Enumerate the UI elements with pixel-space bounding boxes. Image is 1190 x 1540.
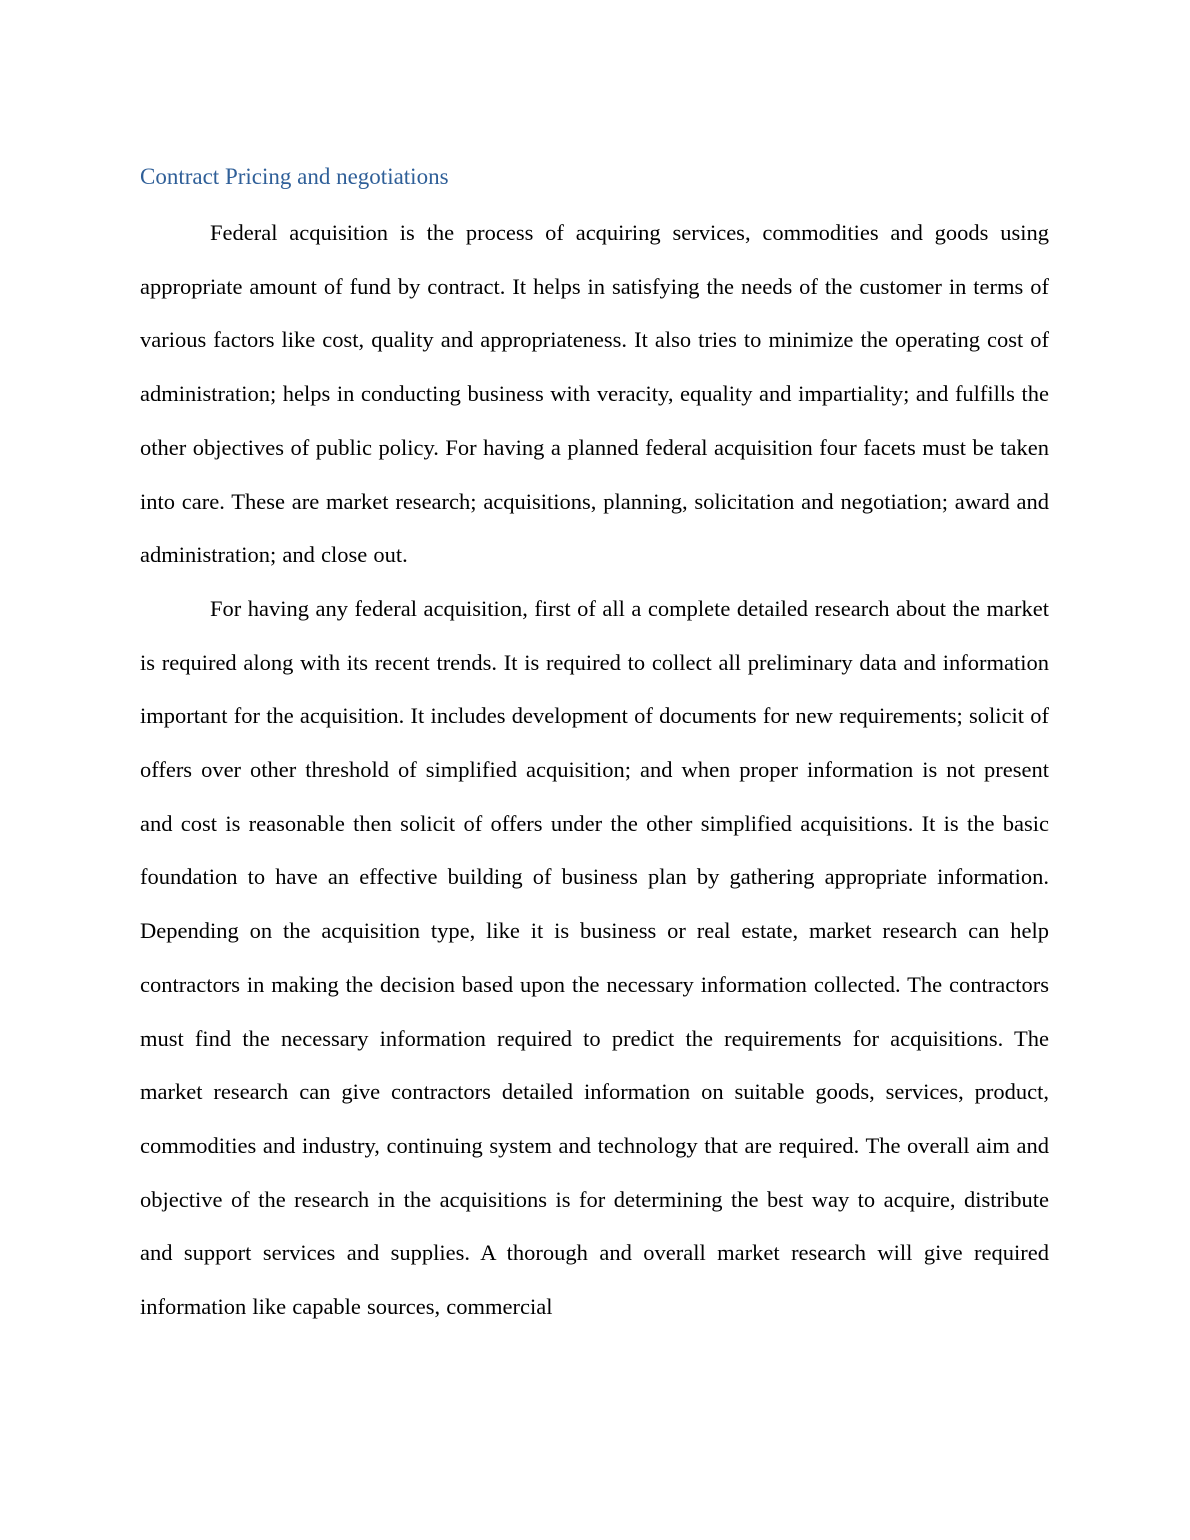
section-heading: Contract Pricing and negotiations	[140, 164, 449, 189]
paragraph-1: Federal acquisition is the process of acquiring services, commodities and goods using appropriate amount of fund by contract. It helps in satisfying the needs of the customer in terms of various factors like cost, quality and appropriateness. It also tries to minimize the operating cost of administration; helps in conducting business with veracity, equality and impartiality; and fulfills the other objectives of public policy. For having a planned federal acquisition four facets must be taken into care. These are market research; acquisitions, planning, solicitation and negotiation; award and administration; and close out.	[140, 220, 1049, 568]
paragraph-2: For having any federal acquisition, first of all a complete detailed research about the market is required along with its recent trends. It is required to collect all preliminary data and information important for the acquisition. It includes development of documents for new requirements; solicit of offers over other threshold of simplified acquisition; and when proper information is not present and cost is reasonable then solicit of offers under the other simplified acquisitions. It is the basic foundation to have an effective building of business plan by gathering appropriate information. Depending on the acquisition type, like it is business or real estate, market research can help contractors in making the decision based upon the necessary information collected. The contractors must find the necessary information required to predict the requirements for acquisitions. The market research can give contractors detailed information on suitable goods, services, product, commodities and industry, continuing system and technology that are required. The overall aim and objective of the research in the acquisitions is for determining the best way to acquire, distribute and support services and supplies. A thorough and overall market research will give required information like capable sources, commercial	[140, 595, 1049, 1320]
document-body	[140, 206, 1049, 1334]
